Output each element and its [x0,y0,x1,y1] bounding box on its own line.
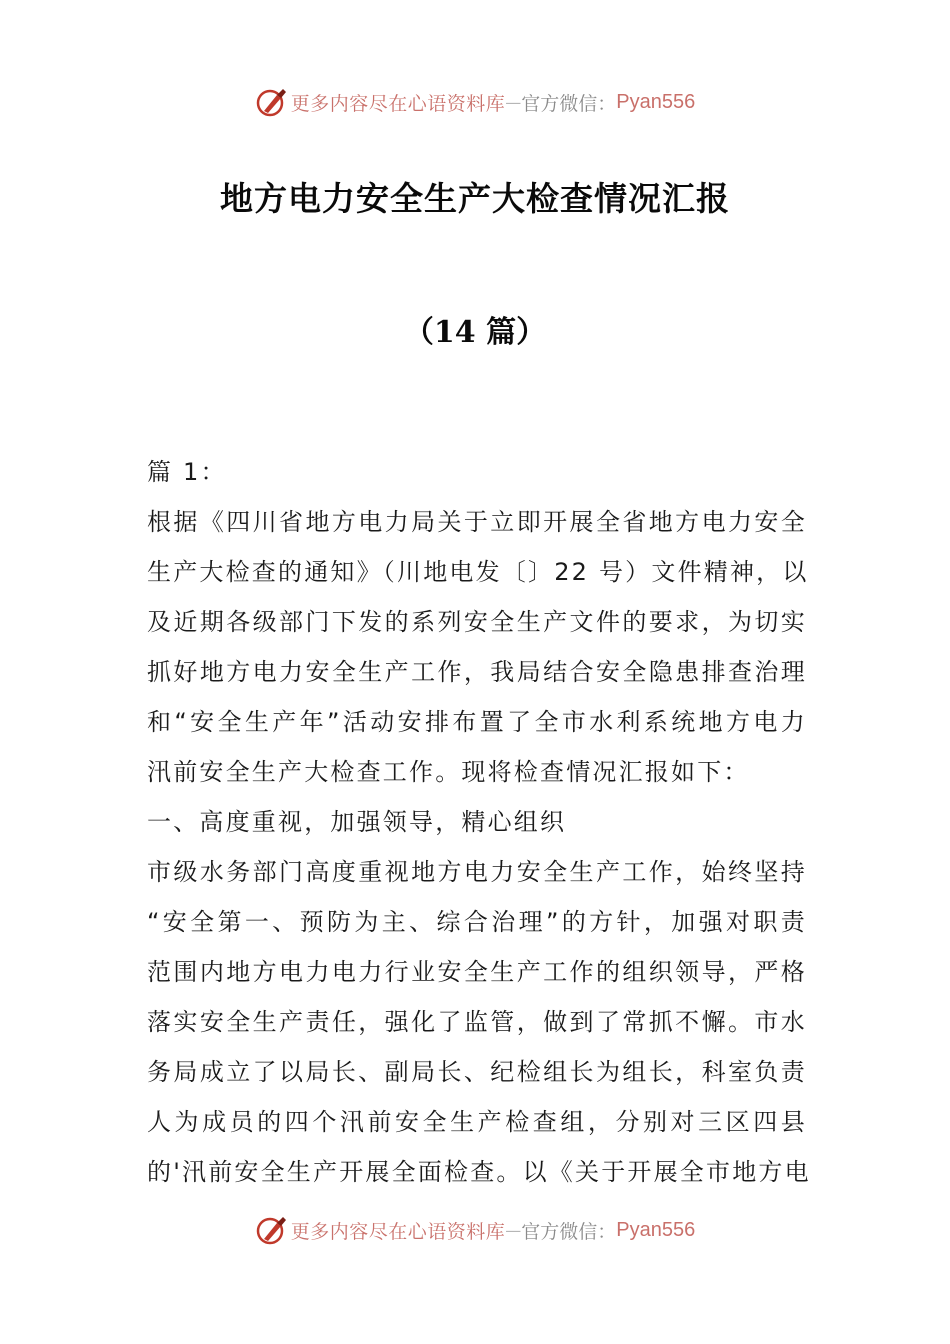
watermark-separator: — [505,92,522,112]
paragraph-line: 市级水务部门高度重视地方电力安全生产工作，始终坚持 [147,858,807,886]
watermark-wechat-id: Pyan556 [616,1218,696,1241]
paragraph-line: 和“安全生产年”活动安排布置了全市水利系统地方电力 [147,708,807,736]
paragraph-line: 人为成员的四个汛前安全生产检查组，分别对三区四县 [147,1108,807,1136]
watermark-separator: — [505,1220,522,1240]
paragraph-line: “安全第一、预防为主、综合治理”的方针，加强对职责 [147,908,807,936]
document-title: 地方电力安全生产大检查情况汇报 [220,179,730,218]
paragraph-line: 抓好地方电力安全生产工作，我局结合安全隐患排查治理 [147,658,807,686]
watermark-official-label: 官方微信： [521,92,617,115]
paragraph-line: 落实安全生产责任，强化了监管，做到了常抓不懈。市水 [147,1008,807,1036]
pen-logo-icon [255,1213,289,1247]
paragraph-line: 生产大检查的通知》（川地电发〔〕22 号）文件精神，以 [147,558,809,586]
paragraph-line: 务局成立了以局长、副局长、纪检组长为组长，科室负责 [147,1058,807,1086]
document-body [147,447,811,1197]
section-label: 篇 1： [147,458,227,486]
paragraph-line: 及近期各级部门下发的系列安全生产文件的要求，为切实 [147,608,807,636]
paragraph-line: 根据《四川省地方电力局关于立即开展全省地方电力安全 [147,508,807,536]
watermark-wechat-id: Pyan556 [616,90,696,113]
paragraph-line: 汛前安全生产大检查工作。现将检查情况汇报如下： [147,758,750,786]
header-watermark [0,82,950,122]
section-heading: 一、高度重视，加强领导，精心组织 [147,808,567,836]
watermark-official-label: 官方微信： [521,1220,617,1243]
paragraph-line: 的'汛前安全生产开展全面检查。以《关于开展全市地方电 [147,1158,811,1186]
watermark-brand-text: 更多内容尽在心语资料库 [290,92,506,115]
pen-logo-icon [255,85,289,119]
document-subtitle: （14 篇） [403,315,547,350]
footer-watermark [0,1210,950,1250]
paragraph-line: 范围内地方电力电力行业安全生产工作的组织领导，严格 [147,958,807,986]
watermark-brand-text: 更多内容尽在心语资料库 [290,1220,506,1243]
